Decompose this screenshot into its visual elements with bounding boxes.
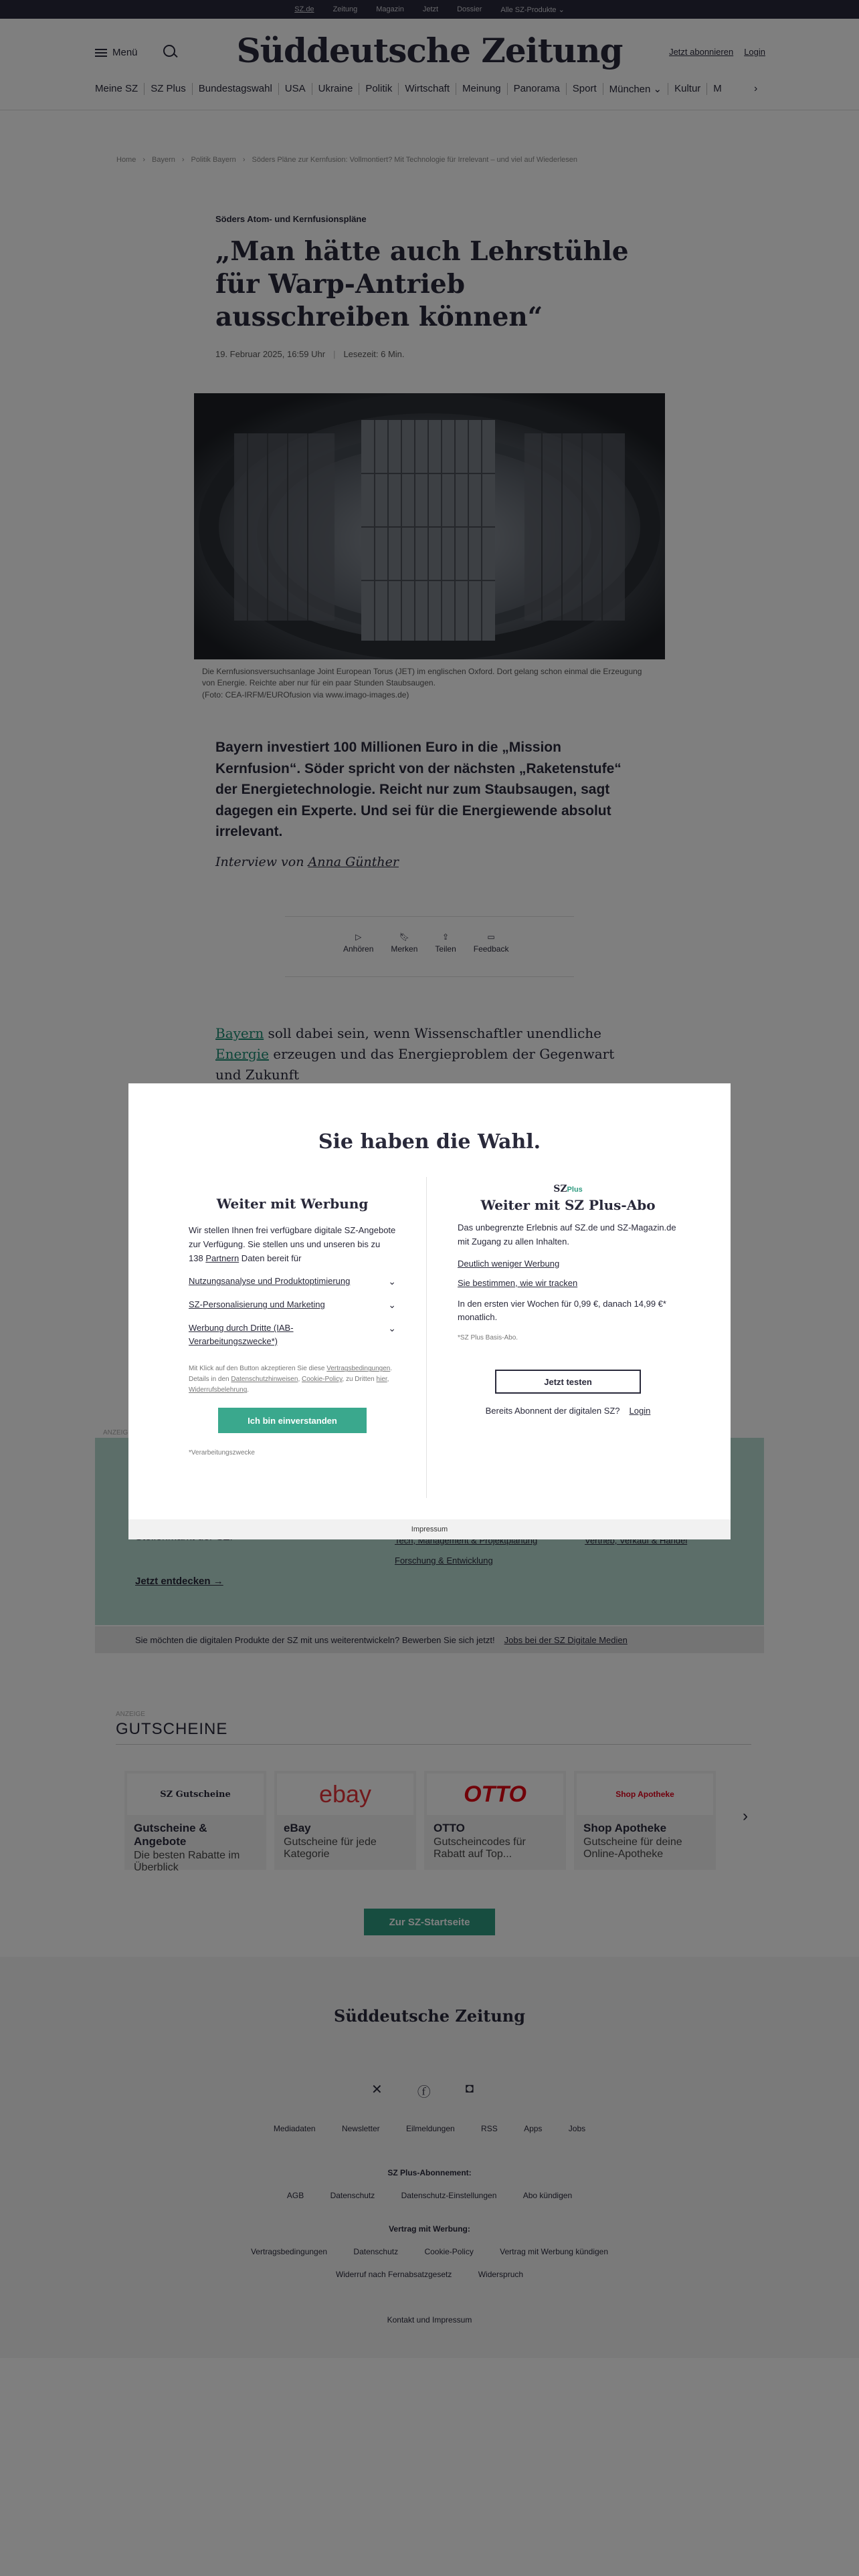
consent-impressum-link[interactable]: Impressum xyxy=(128,1519,731,1539)
ads-text-part: Wir stellen Ihnen frei verfügbare digitale SZ-Angebote zur Verfügung. Sie stellen uns und unseren bis zu 138 xyxy=(189,1225,396,1263)
withdrawal-link[interactable]: Widerrufsbelehrung xyxy=(189,1386,248,1394)
legal-text-part: , xyxy=(387,1376,389,1384)
purpose-third-party-toggle[interactable] xyxy=(189,1321,396,1348)
consent-title: Sie haben die Wahl. xyxy=(318,1130,541,1154)
plus-price: In den ersten vier Wochen für 0,99 €, danach 14,99 €* monatlich. xyxy=(458,1298,666,1323)
partners-link[interactable]: Partnern xyxy=(205,1253,240,1263)
cookie-policy-link[interactable]: Cookie-Policy xyxy=(302,1376,343,1384)
purpose-personalisation-toggle[interactable] xyxy=(189,1298,396,1312)
subscriber-login xyxy=(458,1406,678,1416)
divider xyxy=(426,1177,427,1498)
tracking-link[interactable]: Sie bestimmen, wie wir tracken xyxy=(458,1277,578,1288)
consent-login-link[interactable]: Login xyxy=(629,1406,651,1416)
purpose-label: Nutzungsanalyse und Produktoptimierung xyxy=(189,1276,351,1287)
sz-plus-logo-plus: Plus xyxy=(567,1186,583,1194)
legal-text-part: . Details in den xyxy=(189,1365,393,1384)
chevron-down-icon: ⌄ xyxy=(388,1299,396,1311)
ads-text-part: Daten bereit für xyxy=(239,1253,302,1263)
purpose-label: Werbung durch Dritte (IAB-Verarbeitungszwecke*) xyxy=(189,1323,294,1346)
legal-text-part: . xyxy=(247,1386,250,1394)
legal-text-part: , zu Dritten xyxy=(342,1376,377,1384)
try-plus-button[interactable]: Jetzt testen xyxy=(495,1370,641,1394)
legal-text-part: Mit Klick auf den Button akzeptieren Sie diese xyxy=(189,1365,327,1373)
plus-note: *SZ Plus Basis-Abo. xyxy=(458,1334,518,1342)
sz-plus-logo-text: SZ xyxy=(553,1184,567,1194)
fewer-ads-link[interactable]: Deutlich weniger Werbung xyxy=(458,1258,560,1269)
purposes-footnote: *Verarbeitungszwecke xyxy=(189,1449,255,1457)
consent-ads-column xyxy=(189,1196,396,1457)
subscriber-text: Bereits Abonnent der digitalen SZ? xyxy=(485,1406,620,1416)
consent-dialog xyxy=(128,1083,731,1539)
consent-legal-text xyxy=(189,1364,396,1396)
privacy-link[interactable]: Datenschutzhinweisen xyxy=(231,1376,298,1384)
terms-link[interactable]: Vertragsbedingungen xyxy=(326,1365,391,1373)
legal-text-part: , xyxy=(298,1376,302,1384)
consent-plus-column xyxy=(458,1184,678,1416)
chevron-down-icon: ⌄ xyxy=(388,1323,396,1334)
accept-button[interactable]: Ich bin einverstanden xyxy=(218,1408,367,1433)
purpose-analytics-toggle[interactable] xyxy=(189,1275,396,1289)
purpose-label: SZ-Personalisierung und Marketing xyxy=(189,1299,325,1310)
third-party-link[interactable]: hier xyxy=(376,1376,387,1384)
plus-option-title: Weiter mit SZ Plus-Abo xyxy=(480,1197,656,1213)
ads-option-text xyxy=(189,1224,396,1265)
plus-option-text: Das unbegrenzte Erlebnis auf SZ.de und SZ-Magazin.de mit Zugang zu allen Inhalten. xyxy=(458,1222,676,1247)
sz-plus-logo xyxy=(458,1184,678,1194)
chevron-down-icon: ⌄ xyxy=(388,1276,396,1287)
ads-option-title: Weiter mit Werbung xyxy=(216,1196,369,1212)
